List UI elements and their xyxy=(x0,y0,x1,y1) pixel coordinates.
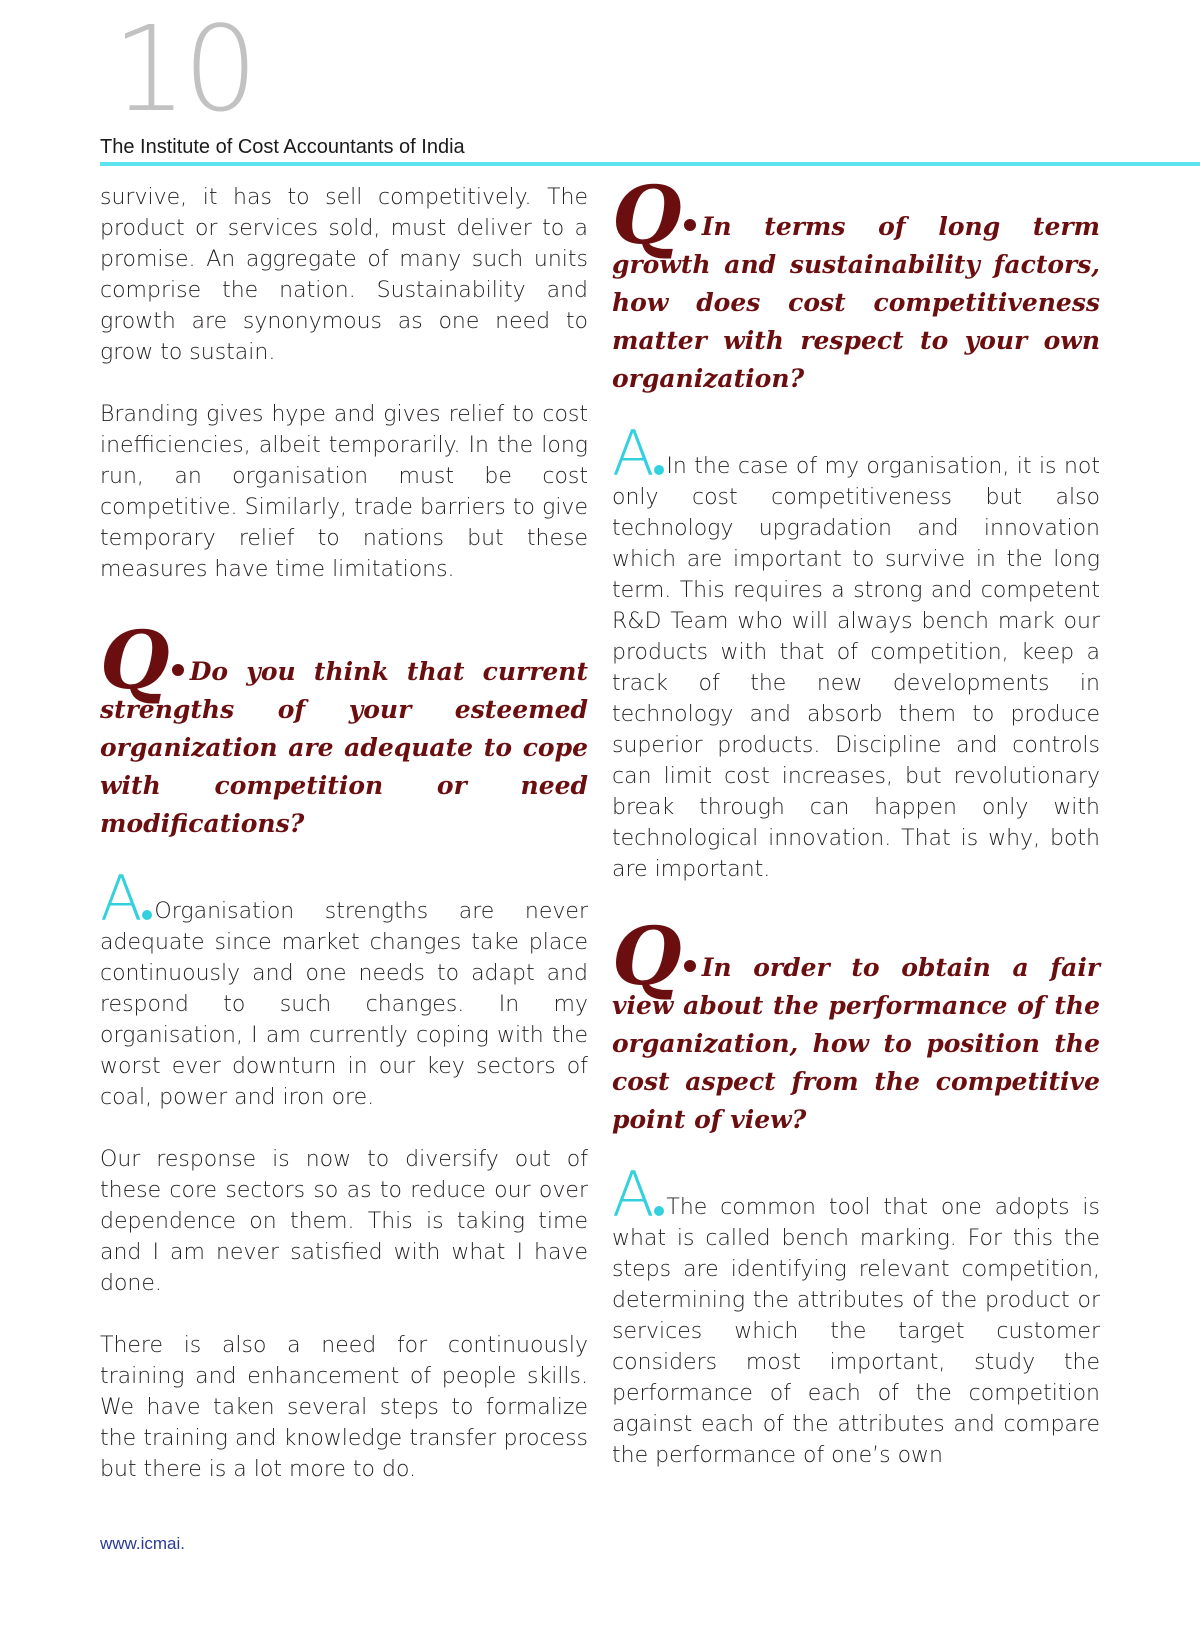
answer-block xyxy=(612,417,1100,885)
question-block xyxy=(612,168,1100,398)
bullet-dot-icon xyxy=(654,465,664,475)
right-column xyxy=(612,168,1100,1471)
answer-text: A The common tool that one adopts is what is called bench marking. For this the steps are identifying relevant competition, determining the attributes of the product or services which the target customer considers most important, study the performance of each of the competition against each of the attributes and compare the performance of one’s own xyxy=(612,1158,1100,1468)
answer-initial: A xyxy=(612,1158,655,1231)
question-initial: Q xyxy=(100,613,170,707)
left-column xyxy=(100,182,588,1485)
question-text: In order to obtain a fair view about the performance of the organization, how to position the cost aspect from the competitive point of view? xyxy=(612,953,1100,1134)
header-divider xyxy=(100,162,1200,166)
body-paragraph: Our response is now to diversify out of these core sectors so as to reduce our over dependence on them. This is taking time and I am never satisfied with what I have done. xyxy=(100,1147,588,1296)
bullet-dot-icon xyxy=(684,960,696,972)
answer-block xyxy=(612,1158,1100,1471)
body-paragraph: Branding gives hype and gives relief to cost inefficiencies, albeit temporarily. In the long run, an organisation must be cost competitive. Similarly, trade barriers to give temporary relief to nations but these measures have time limitations. xyxy=(100,402,588,582)
bullet-dot-icon xyxy=(172,664,184,676)
body-paragraph: survive, it has to sell competitively. The product or services sold, must deliver to a promise. An aggregate of many such units comprise the nation. Sustainability and growth are synonymous as one need to grow to sustain. xyxy=(100,185,588,365)
answer-block xyxy=(100,862,588,1113)
question-initial: Q xyxy=(612,168,682,262)
page-number: 10 xyxy=(112,0,255,138)
question-block xyxy=(100,613,588,843)
website-link[interactable]: www.icmai. xyxy=(100,1534,186,1553)
question-block xyxy=(612,909,1100,1139)
body-paragraph: There is also a need for continuously training and enhancement of people skills. We have taken several steps to formalize the training and knowledge transfer process but there is a lot more to do. xyxy=(100,1333,588,1482)
answer-initial: A xyxy=(100,862,143,935)
answer-text: A In the case of my organisation, it is not only cost competitiveness but also technology upgradation and innovation which are important to survive in the long term. This requires a strong and competent R&D Team who will always bench mark our products with that of competition, keep a track of the new developments in technology and absorb them to produce superior products. Discipline and controls can limit cost increases, but revolutionary break through can happen only with technological innovation. That is why, both are important. xyxy=(612,417,1100,882)
answer-initial: A xyxy=(612,417,655,490)
bullet-dot-icon xyxy=(684,219,696,231)
question-initial: Q xyxy=(612,909,682,1003)
question-text: Do you think that current strengths of your esteemed organization are adequate to cope with competition or need modifications? xyxy=(100,657,588,838)
publisher-name: The Institute of Cost Accountants of India xyxy=(100,136,465,158)
bullet-dot-icon xyxy=(142,910,152,920)
bullet-dot-icon xyxy=(654,1206,664,1216)
question-text: In terms of long term growth and sustainability factors, how does cost competitiveness matter with respect to your own organization? xyxy=(612,212,1100,393)
answer-text: A Organisation strengths are never adequate since market changes take place continuously and one needs to adapt and respond to such changes. In my organisation, I am currently coping with the worst ever downturn in our key sectors of coal, power and iron ore. xyxy=(100,862,588,1110)
